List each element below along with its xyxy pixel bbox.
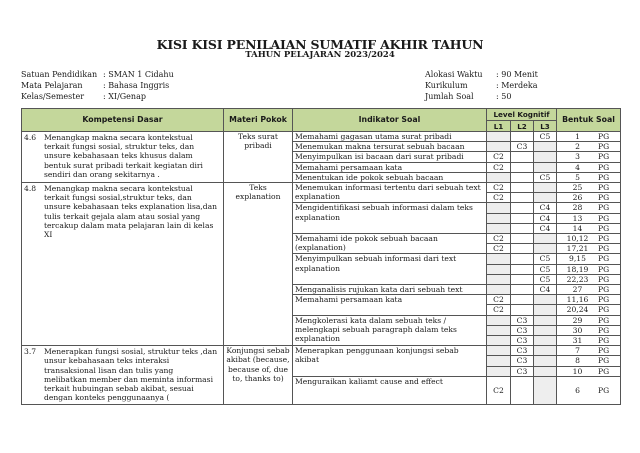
table-row — [22, 132, 621, 142]
level-l2-cell — [511, 274, 534, 284]
kd-text: Menangkap makna secara kontekstual terkait fungsi sosial, struktur teks, dan unsure kebahasaan teks khusus dalam bentuk surat pribadi terkait kegiatan diri sendiri dan orang sekitarnya . — [44, 133, 203, 179]
meta-satuan-pendidikan: Satuan Pendidikan : SMAN 1 Cidahu — [21, 70, 174, 79]
soal-number-cell — [557, 274, 621, 284]
indikator-cell: Menguraikan kaliamt cause and effect — [293, 376, 487, 404]
soal-number: 11,16 — [566, 295, 589, 305]
soal-number-cell — [557, 142, 621, 152]
level-l2-cell — [511, 162, 534, 172]
bentuk-soal: PG — [598, 295, 610, 305]
kd-text: Menerapkan fungsi sosial, struktur teks ,dan unsur kebahasaan teks interaksi transaksional lisan dan tulis yang melibatkan member dan meminta informasi terkait hubuingan sebab akibat, sesuai dengan konteks penggunaanya ( — [44, 347, 218, 403]
materi-pokok-cell: Konjungsi sebab akibat (because, because of, due to, thanks to) — [224, 346, 293, 405]
soal-number-cell — [557, 183, 621, 193]
level-l1-cell: C2 — [487, 152, 511, 162]
document-subtitle: TAHUN PELAJARAN 2023/2024 — [245, 50, 395, 60]
soal-number: 9,15 — [569, 254, 586, 264]
indikator-cell: Menyimpulkan isi bacaan dari surat pribadi — [293, 152, 487, 162]
level-l3-cell — [534, 336, 557, 346]
header-level-kognitif: Level Kognitif — [487, 109, 557, 121]
soal-number: 7 — [575, 346, 580, 356]
soal-number-cell — [557, 264, 621, 274]
level-l3-cell — [534, 325, 557, 335]
indikator-cell: Menemukan makna tersurat sebuah bacaan — [293, 142, 487, 152]
header-bentuk-soal: Bentuk Soal — [557, 109, 621, 132]
level-l2-cell — [511, 203, 534, 213]
level-l2-cell — [511, 305, 534, 315]
bentuk-soal: PG — [598, 162, 610, 172]
level-l3-cell — [534, 162, 557, 172]
soal-number: 14 — [572, 223, 583, 233]
soal-number: 22,23 — [566, 274, 589, 284]
bentuk-soal: PG — [598, 274, 610, 284]
level-l1-cell — [487, 274, 511, 284]
level-l3-cell — [534, 142, 557, 152]
level-l2-cell: C3 — [511, 325, 534, 335]
level-l3-cell — [534, 376, 557, 404]
bentuk-soal: PG — [598, 193, 610, 203]
soal-number-cell — [557, 346, 621, 356]
soal-number-cell — [557, 376, 621, 404]
level-l2-cell — [511, 244, 534, 254]
level-l2-cell — [511, 132, 534, 142]
bentuk-soal: PG — [598, 285, 610, 295]
level-l3-cell: C5 — [534, 264, 557, 274]
meta-mata-pelajaran: Mata Pelajaran : Bahasa Inggris — [21, 81, 170, 90]
level-l2-cell — [511, 295, 534, 305]
kisi-kisi-table — [21, 108, 621, 405]
level-l2-cell — [511, 213, 534, 223]
level-l3-cell: C5 — [534, 132, 557, 142]
soal-number: 2 — [575, 142, 580, 152]
soal-number: 17,21 — [566, 244, 589, 254]
level-l1-cell — [487, 325, 511, 335]
indikator-cell: Mengkolerasi kata dalam sebuah teks / melengkapi sebuah paragraph dalam teks explanation — [293, 315, 487, 346]
header-l1: L1 — [487, 121, 511, 132]
level-l2-cell — [511, 223, 534, 233]
level-l2-cell — [511, 183, 534, 193]
meta-jumlah-soal: Jumlah Soal : 50 — [425, 92, 512, 101]
level-l1-cell — [487, 264, 511, 274]
soal-number-cell — [557, 244, 621, 254]
kd-number: 4.8 — [24, 184, 37, 194]
soal-number-cell — [557, 285, 621, 295]
soal-number-cell — [557, 162, 621, 172]
bentuk-soal: PG — [598, 305, 610, 315]
meta-alokasi-waktu: Alokasi Waktu : 90 Menit — [425, 70, 538, 79]
soal-number: 1 — [575, 132, 580, 141]
level-l1-cell — [487, 336, 511, 346]
level-l1-cell: C2 — [487, 376, 511, 404]
meta-kurikulum: Kurikulum : Merdeka — [425, 81, 538, 90]
level-l2-cell — [511, 152, 534, 162]
bentuk-soal: PG — [598, 234, 610, 244]
level-l1-cell: C2 — [487, 295, 511, 305]
level-l2-cell: C3 — [511, 315, 534, 325]
bentuk-soal: PG — [598, 132, 610, 141]
soal-number-cell — [557, 172, 621, 182]
level-l1-cell: C2 — [487, 234, 511, 244]
soal-number-cell — [557, 213, 621, 223]
bentuk-soal: PG — [598, 315, 610, 325]
bentuk-soal: PG — [598, 336, 610, 346]
header-l3: L3 — [534, 121, 557, 132]
level-l3-cell: C4 — [534, 223, 557, 233]
bentuk-soal: PG — [598, 152, 610, 162]
soal-number: 3 — [575, 152, 580, 162]
bentuk-soal: PG — [598, 366, 610, 376]
meta-left — [21, 69, 174, 102]
level-l2-cell: C3 — [511, 366, 534, 376]
bentuk-soal: PG — [598, 142, 610, 152]
kompetensi-dasar-cell — [22, 132, 224, 183]
level-l1-cell — [487, 346, 511, 356]
level-l1-cell — [487, 172, 511, 182]
materi-pokok-cell: Teks surat pribadi — [224, 132, 293, 183]
level-l1-cell — [487, 223, 511, 233]
indikator-cell: Memahami gagasan utama surat pribadi — [293, 132, 487, 142]
level-l1-cell — [487, 132, 511, 142]
level-l3-cell — [534, 244, 557, 254]
level-l3-cell: C5 — [534, 254, 557, 264]
level-l3-cell: C5 — [534, 274, 557, 284]
materi-pokok-cell: Teks explanation — [224, 183, 293, 346]
header-materi-pokok: Materi Pokok — [224, 109, 293, 132]
bentuk-soal: PG — [598, 213, 610, 223]
kd-number: 4.6 — [24, 133, 37, 142]
soal-number-cell — [557, 336, 621, 346]
level-l3-cell — [534, 193, 557, 203]
indikator-cell: Menganalisis rujukan kata dari sebuah text — [293, 285, 487, 295]
soal-number: 8 — [575, 356, 580, 366]
soal-number-cell — [557, 234, 621, 244]
soal-number: 13 — [572, 213, 583, 223]
level-l3-cell — [534, 152, 557, 162]
soal-number-cell — [557, 305, 621, 315]
level-l2-cell — [511, 172, 534, 182]
kd-number: 3.7 — [24, 347, 37, 357]
indikator-cell: Memahami persamaan kata — [293, 162, 487, 172]
soal-number: 6 — [575, 385, 580, 395]
level-l2-cell: C3 — [511, 346, 534, 356]
table-row — [22, 183, 621, 193]
level-l2-cell — [511, 234, 534, 244]
indikator-cell: Memahami persamaan kata — [293, 295, 487, 315]
soal-number: 30 — [572, 325, 583, 335]
soal-number: 26 — [572, 193, 583, 203]
soal-number: 10,12 — [566, 234, 589, 244]
kompetensi-dasar-cell — [22, 183, 224, 346]
bentuk-soal: PG — [598, 223, 610, 233]
soal-number: 4 — [575, 162, 580, 172]
bentuk-soal: PG — [598, 346, 610, 356]
level-l1-cell — [487, 213, 511, 223]
header-indikator-soal: Indikator Soal — [293, 109, 487, 132]
soal-number: 20,24 — [566, 305, 589, 315]
soal-number: 5 — [575, 172, 580, 182]
level-l1-cell — [487, 366, 511, 376]
level-l2-cell — [511, 376, 534, 404]
header-kompetensi-dasar: Kompetensi Dasar — [22, 109, 224, 132]
soal-number: 27 — [572, 285, 583, 295]
bentuk-soal: PG — [598, 172, 610, 182]
level-l3-cell — [534, 234, 557, 244]
indikator-cell: Mengidentifikasi sebuah informasi dalam teks explanation — [293, 203, 487, 234]
soal-number: 28 — [572, 203, 583, 213]
level-l3-cell — [534, 366, 557, 376]
bentuk-soal: PG — [598, 203, 610, 213]
meta-right — [425, 69, 538, 102]
level-l2-cell: C3 — [511, 356, 534, 366]
level-l3-cell — [534, 346, 557, 356]
table-row — [22, 346, 621, 356]
level-l2-cell — [511, 264, 534, 274]
soal-number-cell — [557, 315, 621, 325]
level-l3-cell: C5 — [534, 172, 557, 182]
soal-number-cell — [557, 356, 621, 366]
level-l3-cell — [534, 295, 557, 305]
soal-number: 29 — [572, 315, 583, 325]
indikator-cell: Menemukan informasi tertentu dari sebuah text explanation — [293, 183, 487, 203]
level-l1-cell: C2 — [487, 305, 511, 315]
level-l2-cell: C3 — [511, 336, 534, 346]
level-l1-cell: C2 — [487, 244, 511, 254]
level-l3-cell — [534, 315, 557, 325]
bentuk-soal: PG — [598, 183, 610, 193]
soal-number-cell — [557, 325, 621, 335]
soal-number-cell — [557, 366, 621, 376]
soal-number: 10 — [572, 366, 583, 376]
level-l1-cell: C2 — [487, 162, 511, 172]
soal-number-cell — [557, 152, 621, 162]
level-l3-cell: C4 — [534, 285, 557, 295]
level-l1-cell: C2 — [487, 183, 511, 193]
indikator-cell: Menerapkan penggunaan konjungsi sebab akibat — [293, 346, 487, 377]
bentuk-soal: PG — [598, 244, 610, 254]
header-l2: L2 — [511, 121, 534, 132]
indikator-cell: Memahami ide pokok sebuah bacaan (explanation) — [293, 234, 487, 254]
level-l1-cell — [487, 285, 511, 295]
indikator-cell: Menyimpulkan sebuah informasi dari text explanation — [293, 254, 487, 285]
kompetensi-dasar-cell — [22, 346, 224, 405]
level-l1-cell — [487, 315, 511, 325]
level-l2-cell — [511, 193, 534, 203]
meta-kelas-semester: Kelas/Semester : XI/Genap — [21, 92, 146, 101]
soal-number-cell — [557, 203, 621, 213]
bentuk-soal: PG — [598, 385, 610, 395]
level-l2-cell — [511, 285, 534, 295]
soal-number-cell — [557, 295, 621, 305]
level-l2-cell — [511, 254, 534, 264]
level-l1-cell — [487, 254, 511, 264]
level-l3-cell — [534, 356, 557, 366]
level-l1-cell: C2 — [487, 193, 511, 203]
table-body — [22, 132, 621, 405]
level-l3-cell — [534, 183, 557, 193]
bentuk-soal: PG — [598, 264, 610, 274]
kd-text: Menangkap makna secara kontekstual terkait fungsi sosial,struktur teks, dan unsure kebahasaan teks explanation lisa,dan tulis terkait gejala alam atau sosial yang tercakup dalam mata pelajaran lain di kelas XI — [44, 184, 218, 240]
level-l3-cell — [534, 305, 557, 315]
level-l1-cell — [487, 142, 511, 152]
soal-number: 25 — [572, 183, 583, 193]
level-l3-cell: C4 — [534, 213, 557, 223]
soal-number-cell — [557, 223, 621, 233]
indikator-cell: Menentukan ide pokok sebuah bacaan — [293, 172, 487, 182]
level-l3-cell: C4 — [534, 203, 557, 213]
bentuk-soal: PG — [598, 325, 610, 335]
soal-number: 31 — [572, 336, 583, 346]
bentuk-soal: PG — [598, 356, 610, 366]
soal-number-cell — [557, 254, 621, 264]
soal-number-cell — [557, 132, 621, 142]
soal-number-cell — [557, 193, 621, 203]
bentuk-soal: PG — [598, 254, 610, 264]
soal-number: 18,19 — [566, 264, 589, 274]
document-title: KISI KISI PENILAIAN SUMATIF AKHIR TAHUN — [156, 37, 484, 52]
level-l2-cell: C3 — [511, 142, 534, 152]
level-l1-cell — [487, 203, 511, 213]
level-l1-cell — [487, 356, 511, 366]
